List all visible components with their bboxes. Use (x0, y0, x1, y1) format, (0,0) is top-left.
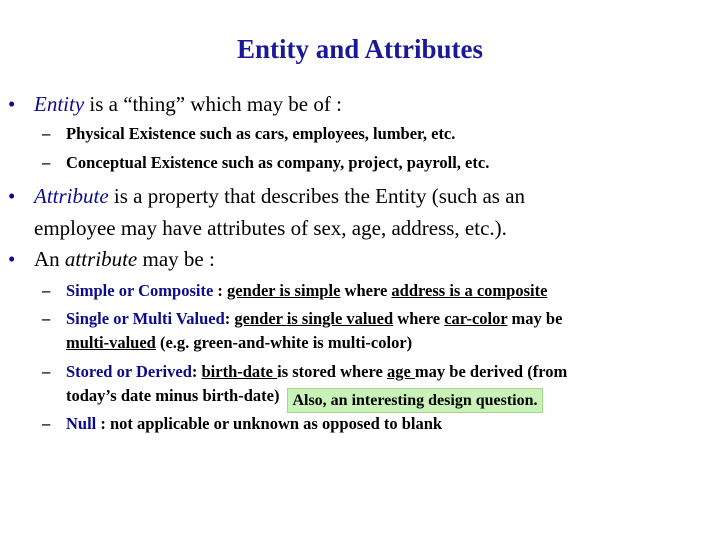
label-stored-derived: Stored or Derived (66, 362, 192, 381)
label-simple-composite: Simple or Composite (66, 281, 214, 300)
example-address-composite: address is a composite (391, 281, 548, 300)
example-gender-simple: gender is simple (227, 281, 341, 300)
term-attribute: Attribute (34, 184, 109, 208)
sub-single-multi-line2 (66, 331, 412, 354)
bullet-marker: • (8, 184, 16, 208)
sub-physical-text: Physical Existence such as cars, employees, lumber, etc. (66, 124, 456, 143)
example-gender-single: gender is single valued (234, 309, 394, 328)
dash-marker: – (42, 153, 51, 172)
dash-marker: – (42, 414, 51, 433)
dash-marker: – (42, 362, 51, 381)
tail-text: may be derived (from (414, 362, 568, 381)
bullet-prefix: An (34, 247, 65, 271)
example-green-white: (e.g. green-and-white is multi-color) (155, 333, 413, 352)
bullet-attribute-line2: employee may have attributes of sex, age, address, etc.). (34, 216, 507, 240)
connector: is stored where (277, 362, 387, 381)
separator: : (191, 362, 202, 381)
example-car-color: car-color (444, 309, 508, 328)
example-age: age (386, 362, 415, 381)
example-todays-date: today’s date minus birth-date) (66, 386, 280, 405)
example-birth-date: birth-date (201, 362, 278, 381)
dash-marker: – (42, 124, 51, 143)
connector: where (393, 309, 445, 328)
term-entity: Entity (34, 92, 85, 116)
term-attribute-italic: attribute (64, 247, 138, 271)
sub-simple-composite-text (66, 279, 547, 302)
connector: where (340, 281, 392, 300)
example-multi-valued: multi-valued (66, 333, 156, 352)
bullet-types-rest: may be : (137, 247, 215, 271)
dash-marker: – (42, 309, 51, 328)
null-description: : not applicable or unknown as opposed to blank (96, 414, 443, 433)
bullet-marker: • (8, 247, 16, 271)
separator: : (224, 309, 235, 328)
slide-title: Entity and Attributes (236, 34, 484, 64)
separator: : (213, 281, 228, 300)
bullet-entity-rest: is a “thing” which may be of : (84, 92, 342, 116)
bullet-attribute-types-text (34, 243, 215, 275)
tail-text: may be (507, 309, 563, 328)
dash-marker: – (42, 281, 51, 300)
bullet-attribute-line1 (34, 180, 525, 212)
sub-conceptual-text: Conceptual Existence such as company, project, payroll, etc. (66, 153, 490, 172)
sub-null-text (66, 412, 442, 435)
label-null: Null (66, 414, 97, 433)
bullet-marker: • (8, 92, 16, 116)
design-question-callout: Also, an interesting design question. (287, 388, 542, 413)
bullet-entity-text (34, 88, 342, 120)
sub-stored-derived-line1 (66, 360, 567, 383)
sub-stored-derived-line2 (66, 384, 543, 409)
label-single-multi: Single or Multi Valued (66, 309, 225, 328)
sub-single-multi-line1 (66, 307, 562, 330)
bullet-attribute-rest: is a property that describes the Entity (such as an (108, 184, 526, 208)
